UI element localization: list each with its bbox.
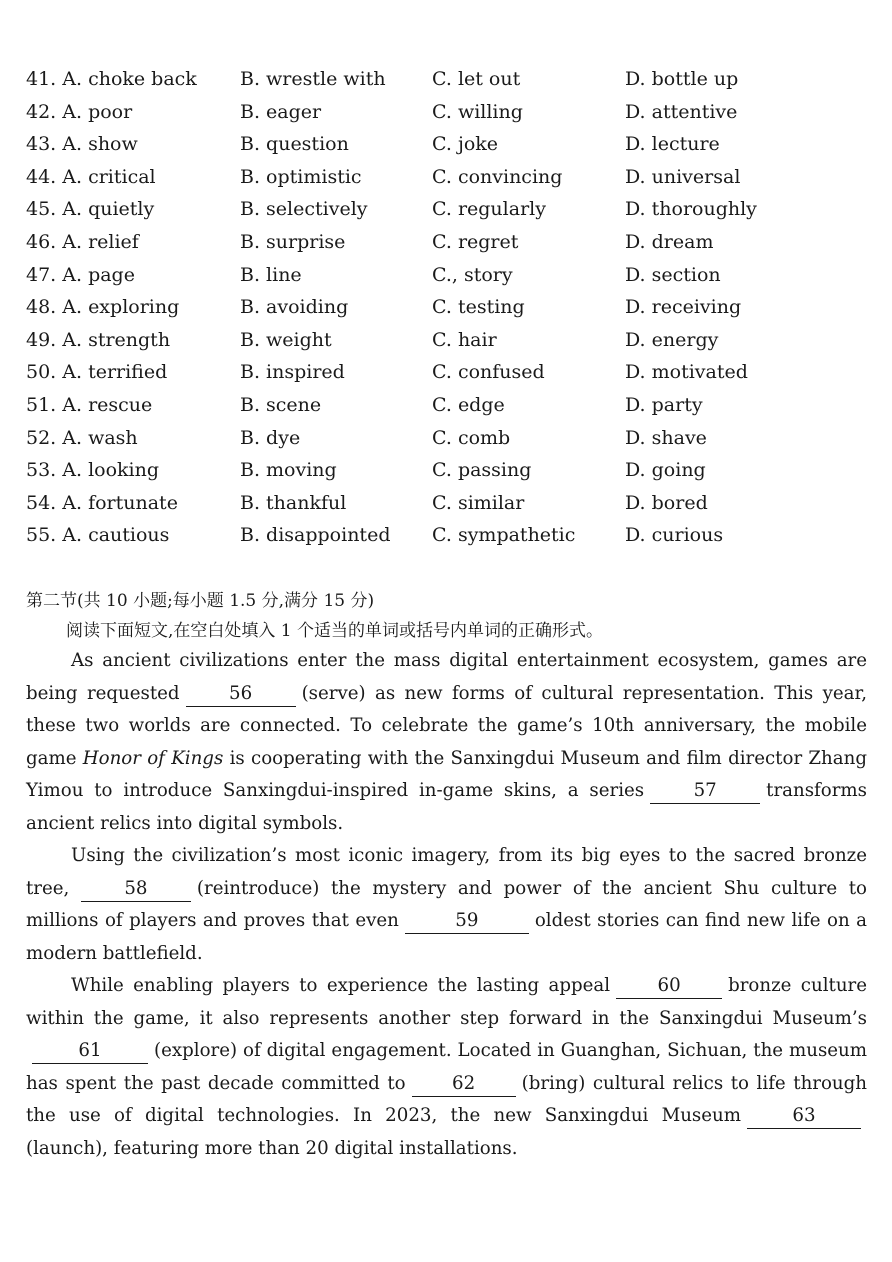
option-b: B. eager bbox=[240, 100, 322, 123]
choice-table bbox=[26, 63, 866, 552]
option-a: 45. A. quietly bbox=[26, 198, 155, 221]
option-c: C. edge bbox=[432, 393, 505, 416]
blank-56[interactable]: 56 bbox=[186, 682, 296, 707]
passage-text: While enabling players to experience the lasting appeal bbox=[71, 975, 611, 996]
passage-text: is cooperating with the Sanxingdui Museum and film director Zhang Yimou to introduce Sanxingdui-inspired in-game skins, a series bbox=[26, 747, 867, 801]
passage-text: (serve) as new forms of cultural representation. This year, these two worlds are connected. To celebrate the game’s 10th anniversary, the mobile game bbox=[26, 682, 867, 769]
option-a: 51. A. rescue bbox=[26, 393, 153, 416]
option-c: C. similar bbox=[432, 491, 525, 514]
blank-60[interactable]: 60 bbox=[616, 974, 722, 999]
option-a: 41. A. choke back bbox=[26, 68, 197, 90]
option-a: 52. A. wash bbox=[26, 426, 138, 449]
option-c: C. passing bbox=[432, 459, 532, 482]
option-d: D. thoroughly bbox=[625, 198, 757, 221]
option-d: D. party bbox=[625, 393, 703, 416]
choice-row-45 bbox=[26, 193, 866, 226]
option-d: D. energy bbox=[625, 328, 719, 351]
option-a: 53. A. looking bbox=[26, 459, 160, 482]
option-d: D. shave bbox=[625, 426, 707, 449]
option-b: B. avoiding bbox=[240, 296, 349, 319]
paragraph-3 bbox=[26, 970, 867, 1165]
passage-text: (bring) cultural relics to life through the use of digital technologies. In 2023, the new Sanxingdui Museum bbox=[26, 1072, 867, 1126]
option-d: D. section bbox=[625, 263, 721, 286]
option-d: D. motivated bbox=[625, 361, 748, 384]
game-title: Honor of Kings bbox=[82, 747, 224, 769]
option-c: C. hair bbox=[432, 328, 497, 351]
option-d: D. universal bbox=[625, 165, 741, 188]
option-c: C. testing bbox=[432, 296, 525, 319]
choice-row-50 bbox=[26, 356, 866, 389]
option-a: 46. A. relief bbox=[26, 230, 139, 253]
option-b: B. moving bbox=[240, 459, 337, 482]
option-b: B. wrestle with bbox=[240, 68, 386, 90]
blank-61[interactable]: 61 bbox=[32, 1039, 148, 1064]
passage-text: Using the civilization’s most iconic imagery, from its big eyes to the sacred bronze tree, bbox=[26, 845, 867, 899]
option-a: 49. A. strength bbox=[26, 328, 171, 351]
choice-row-47 bbox=[26, 259, 866, 292]
option-b: B. disappointed bbox=[240, 524, 391, 547]
option-d: D. curious bbox=[625, 524, 724, 547]
option-c: C. joke bbox=[432, 133, 499, 156]
blank-59[interactable]: 59 bbox=[405, 909, 529, 934]
option-a: 43. A. show bbox=[26, 133, 138, 156]
option-a: 48. A. exploring bbox=[26, 296, 180, 319]
choice-row-53 bbox=[26, 454, 866, 487]
section-title: 第二节(共 10 小题;每小题 1.5 分,满分 15 分) bbox=[26, 591, 375, 611]
paragraph-2 bbox=[26, 840, 867, 970]
option-c: C. confused bbox=[432, 361, 545, 384]
option-c: C. regularly bbox=[432, 198, 546, 221]
choice-row-49 bbox=[26, 324, 866, 357]
option-d: D. receiving bbox=[625, 296, 742, 319]
choice-row-48 bbox=[26, 291, 866, 324]
option-b: B. weight bbox=[240, 328, 332, 351]
option-b: B. dye bbox=[240, 426, 301, 449]
choice-row-41 bbox=[26, 63, 866, 96]
option-c: C., story bbox=[432, 263, 513, 286]
option-b: B. selectively bbox=[240, 198, 368, 221]
option-b: B. optimistic bbox=[240, 165, 362, 188]
paragraph-1 bbox=[26, 645, 867, 840]
choice-row-46 bbox=[26, 226, 866, 259]
blank-63[interactable]: 63 bbox=[747, 1104, 861, 1129]
passage-text: transforms ancient relics into digital symbols. bbox=[26, 780, 867, 834]
option-a: 50. A. terrified bbox=[26, 361, 168, 384]
option-c: C. sympathetic bbox=[432, 524, 576, 547]
option-b: B. line bbox=[240, 263, 302, 286]
passage-text: (launch), featuring more than 20 digital installations. bbox=[26, 1137, 518, 1159]
passage-text: oldest stories can find new life on a modern battlefield. bbox=[26, 910, 867, 964]
option-b: B. thankful bbox=[240, 491, 347, 514]
option-a: 44. A. critical bbox=[26, 165, 156, 188]
option-d: D. bored bbox=[625, 491, 708, 514]
option-c: C. let out bbox=[432, 68, 521, 90]
option-a: 55. A. cautious bbox=[26, 524, 170, 547]
passage-text: As ancient civilizations enter the mass digital entertainment ecosystem, games are being requested bbox=[26, 650, 867, 704]
passage-text: (explore) of digital engagement. Located in Guanghan, Sichuan, the museum has spent the past decade committed to bbox=[26, 1040, 867, 1094]
option-b: B. inspired bbox=[240, 361, 345, 384]
option-c: C. comb bbox=[432, 426, 511, 449]
passage-text: (reintroduce) the mystery and power of the ancient Shu culture to millions of players and proves that even bbox=[26, 877, 867, 931]
choice-row-51 bbox=[26, 389, 866, 422]
choice-row-42 bbox=[26, 96, 866, 129]
choice-row-52 bbox=[26, 422, 866, 455]
blank-57[interactable]: 57 bbox=[650, 779, 760, 804]
choice-row-55 bbox=[26, 519, 866, 552]
blank-62[interactable]: 62 bbox=[412, 1072, 516, 1097]
passage bbox=[26, 645, 867, 1165]
blank-58[interactable]: 58 bbox=[81, 877, 191, 902]
option-a: 42. A. poor bbox=[26, 100, 133, 123]
option-d: D. lecture bbox=[625, 133, 720, 156]
choice-row-43 bbox=[26, 128, 866, 161]
option-a: 47. A. page bbox=[26, 263, 135, 286]
passage-text: bronze culture within the game, it also represents another step forward in the Sanxingdui Museum’s bbox=[26, 975, 867, 1029]
section-instruction: 阅读下面短文,在空白处填入 1 个适当的单词或括号内单词的正确形式。 bbox=[66, 621, 604, 641]
option-d: D. dream bbox=[625, 230, 714, 253]
option-c: C. willing bbox=[432, 100, 523, 123]
option-d: D. bottle up bbox=[625, 68, 739, 90]
choice-row-44 bbox=[26, 161, 866, 194]
option-b: B. scene bbox=[240, 393, 322, 416]
option-b: B. question bbox=[240, 133, 349, 156]
choice-row-54 bbox=[26, 487, 866, 520]
option-b: B. surprise bbox=[240, 230, 346, 253]
option-c: C. regret bbox=[432, 230, 519, 253]
option-d: D. going bbox=[625, 459, 706, 482]
option-d: D. attentive bbox=[625, 100, 738, 123]
option-a: 54. A. fortunate bbox=[26, 491, 178, 514]
option-c: C. convincing bbox=[432, 165, 563, 188]
